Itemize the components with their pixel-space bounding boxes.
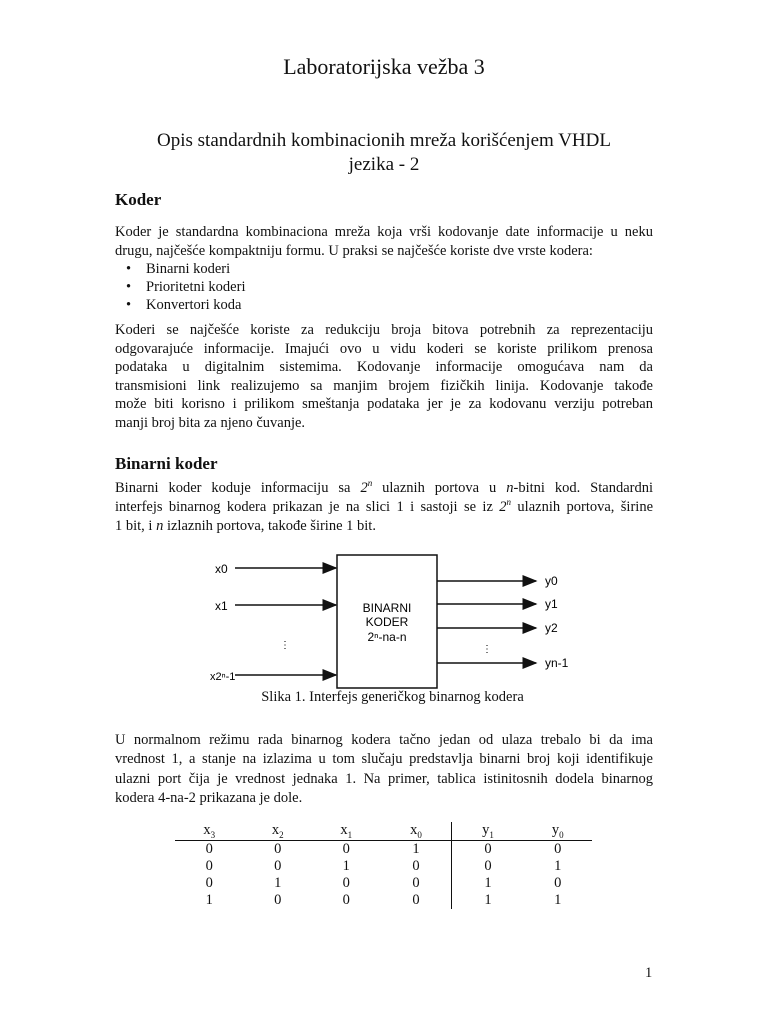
- paragraph-line: drugu, najčešće kompaktniju formu. U praksi se najčešće koriste dve vrste kodera:: [115, 243, 593, 259]
- column-header: $x_1$: [312, 822, 381, 840]
- subtitle-line-2: jezika - 2: [348, 154, 420, 175]
- table-cell: 0: [205, 874, 213, 891]
- truth-table: [175, 822, 592, 909]
- paragraph-line: transmisioni link realizujemo sa manjim brojem fizičkih linija. Kodovanje takođe: [115, 377, 653, 394]
- text: n: [156, 518, 164, 534]
- section-heading-binarni-koder: Binarni koder: [115, 454, 218, 473]
- paragraph-line: vrednost 1, a stanje na izlazima u tom slučaju predstavlja binarni broj koji identifikuje: [115, 751, 653, 767]
- bullet-item: • Konvertori koda: [146, 297, 241, 314]
- table-cell: 0: [452, 840, 523, 858]
- block-label-1: BINARNI: [362, 601, 412, 615]
- paragraph-line: U normalnom režimu rada binarnog kodera tačno jedan od ulaza trebalo bi da ima: [115, 732, 653, 748]
- text: ulaznih portova u: [372, 480, 507, 496]
- column-header: $x_0$: [381, 822, 452, 840]
- text: n: [506, 497, 512, 508]
- table-cell: 1: [554, 891, 562, 908]
- table-cell: 0: [274, 891, 282, 908]
- text: n: [506, 480, 514, 496]
- table-cell: 0: [342, 874, 350, 891]
- column-header: $x_3$: [175, 822, 244, 840]
- table-row: [175, 858, 592, 875]
- table-cell: 0: [412, 891, 420, 908]
- table-row: [175, 892, 592, 909]
- table-cell: 0: [205, 857, 213, 874]
- binary-encoder-diagram: [200, 550, 580, 690]
- subtitle-line-1: Opis standardnih kombinacionih mreža korišćenjem VHDL: [157, 130, 611, 151]
- output-label: y0: [545, 574, 558, 588]
- input-label: x1: [215, 599, 228, 613]
- table-cell: 0: [554, 840, 562, 857]
- paragraph-line: podataka u digitalnim sistemima. Kodovanje informacije omogućava nam da: [115, 359, 653, 375]
- text: ulaznih portova, širine: [511, 499, 654, 515]
- output-label: yn-1: [545, 656, 569, 670]
- ellipsis-icon: ⋮: [280, 640, 290, 651]
- paragraph-line: [115, 479, 653, 497]
- input-label: x0: [215, 562, 228, 576]
- table-cell: 0: [274, 840, 282, 857]
- text: -bitni kod. Standardni: [513, 480, 653, 496]
- table-cell: 0: [452, 858, 523, 875]
- page-title: Laboratorijska vežba 3: [283, 54, 485, 79]
- table-cell: 1: [452, 875, 523, 892]
- text: 2: [360, 480, 368, 496]
- paragraph-line: može biti korisno i prilikom smeštanja podataka jer je za kodovanu verziju potreban: [115, 396, 653, 412]
- output-label: y2: [545, 621, 558, 635]
- column-header: $x_2$: [244, 822, 313, 840]
- paragraph-line: [115, 517, 653, 535]
- text: Binarni koder koduje informaciju sa: [115, 480, 361, 496]
- table-cell: 0: [554, 874, 562, 891]
- table-cell: 1: [452, 892, 523, 909]
- figure-caption: Slika 1. Interfejs generičkog binarnog kodera: [261, 689, 524, 705]
- text: 1 bit, i: [115, 518, 157, 534]
- section-heading-koder: Koder: [115, 190, 162, 209]
- table-cell: 0: [205, 840, 213, 857]
- output-label: y1: [545, 597, 558, 611]
- bullet-item: • Prioritetni koderi: [146, 279, 245, 296]
- paragraph-line: Koder je standardna kombinaciona mreža koja vrši kodovanje date informacije u neku: [115, 224, 653, 240]
- table-cell: 0: [412, 874, 420, 891]
- table-cell: 0: [342, 891, 350, 908]
- block-label-2: KODER: [365, 615, 409, 629]
- table-cell: 0: [274, 857, 282, 874]
- paragraph-line: kodera 4-na-2 prikazana je dole.: [115, 790, 303, 806]
- column-header: $y_0$: [523, 822, 592, 840]
- table-cell: 1: [554, 857, 562, 874]
- text: interfejs binarnog kodera prikazan je na slici 1 i sastoji se iz: [115, 499, 500, 515]
- table-cell: 1: [205, 891, 213, 908]
- text: n: [367, 478, 373, 489]
- table-cell: 0: [342, 840, 350, 857]
- paragraph-line: ulazni port čija je vrednost jednaka 1. Na primer, tablica istinitosnih dodela binarnog: [115, 770, 653, 787]
- paragraph-line: manji broj bita za njeno čuvanje.: [115, 414, 306, 431]
- table-cell: 1: [412, 840, 420, 857]
- column-header: $y_1$: [452, 822, 523, 840]
- page-number: 1: [645, 965, 653, 981]
- input-label: x2ⁿ-1: [210, 671, 236, 683]
- table-row: [175, 875, 592, 892]
- paragraph-line: Koderi se najčešće koriste za redukciju broja bitova potrebnih za reprezentaciju: [115, 322, 653, 338]
- table-cell: 1: [274, 874, 282, 891]
- bullet-item: • Binarni koderi: [146, 261, 230, 278]
- table-cell: 0: [412, 857, 420, 874]
- ellipsis-icon: ⋮: [482, 644, 492, 655]
- text: izlaznih portova, takođe širine 1 bit.: [163, 518, 376, 534]
- text: 2: [499, 499, 507, 515]
- block-label-3: 2ⁿ-na-n: [367, 630, 407, 644]
- paragraph-line: odgovarajuće informacije. Imajući ovo u vidu koderi se koriste prilikom prenosa: [115, 340, 653, 357]
- table-row: [175, 840, 592, 858]
- table-cell: 1: [342, 857, 350, 874]
- paragraph-line: [115, 498, 653, 516]
